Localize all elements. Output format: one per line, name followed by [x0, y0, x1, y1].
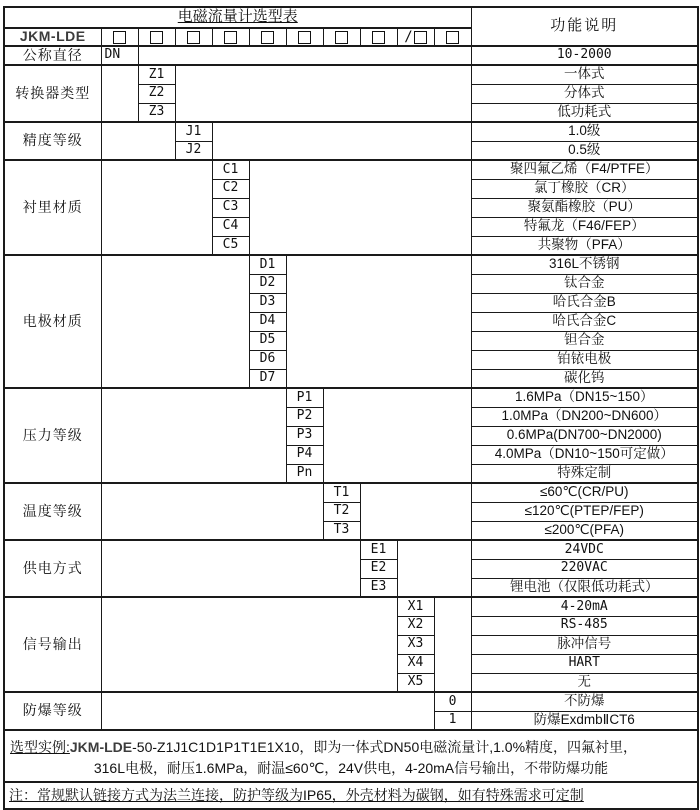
description-cell: 防爆ExdmbⅡCT6 [471, 711, 698, 730]
checkbox-icon[interactable] [113, 31, 126, 44]
description-cell: 1.6MPa（DN15~150） [471, 388, 698, 407]
function-header: 功能说明 [471, 7, 698, 46]
slash-separator: / [404, 28, 413, 45]
description-cell: 10-2000 [471, 46, 698, 65]
category-label: 压力等级 [4, 388, 101, 483]
model-code-cell [323, 28, 360, 46]
category-label: 温度等级 [4, 483, 101, 540]
description-cell: 4-20mA [471, 597, 698, 616]
description-cell: 锂电池（仅限低功耗式） [471, 578, 698, 597]
checkbox-icon[interactable] [372, 31, 385, 44]
category-label: 供电方式 [4, 540, 101, 597]
description-cell: 氯丁橡胶（CR） [471, 179, 698, 198]
empty-cell [101, 388, 286, 483]
checkbox-icon[interactable] [335, 31, 348, 44]
empty-cell [101, 540, 360, 597]
empty-cell [101, 483, 323, 540]
code-cell: J2 [175, 141, 212, 160]
checkbox-icon[interactable] [187, 31, 200, 44]
description-cell: 316L不锈钢 [471, 255, 698, 274]
category-label: 信号输出 [4, 597, 101, 692]
model-code-cell [212, 28, 249, 46]
model-code-cell [138, 28, 175, 46]
code-cell: C1 [212, 160, 249, 179]
empty-cell [212, 122, 471, 160]
code-cell: X2 [397, 616, 434, 635]
code-cell: D4 [249, 312, 286, 331]
empty-cell [101, 255, 249, 388]
category-label: 公称直径 [4, 46, 101, 65]
code-cell: E2 [360, 559, 397, 578]
code-cell: D2 [249, 274, 286, 293]
code-cell: X4 [397, 654, 434, 673]
code-cell: C4 [212, 217, 249, 236]
empty-cell [101, 692, 434, 730]
code-cell: X1 [397, 597, 434, 616]
description-cell: ≤200℃(PFA) [471, 521, 698, 540]
description-cell: ≤60℃(CR/PU) [471, 483, 698, 502]
model-code-cell [175, 28, 212, 46]
example-label: 选型实例: [10, 739, 70, 756]
description-cell: 220VAC [471, 559, 698, 578]
example-row [4, 730, 698, 782]
description-cell: ≤120℃(PTEP/FEP) [471, 502, 698, 521]
checkbox-icon[interactable] [224, 31, 237, 44]
description-cell: 1.0MPa（DN200~DN600） [471, 407, 698, 426]
description-cell: 低功耗式 [471, 103, 698, 122]
description-cell: 聚四氟乙烯（F4/PTFE） [471, 160, 698, 179]
description-cell: 钽合金 [471, 331, 698, 350]
category-label: 转换器类型 [4, 65, 101, 122]
selection-table-page [3, 6, 697, 810]
description-cell: 共聚物（PFA） [471, 236, 698, 255]
description-cell: 哈氏合金C [471, 312, 698, 331]
description-cell: 不防爆 [471, 692, 698, 711]
description-cell: 特殊定制 [471, 464, 698, 483]
code-cell: J1 [175, 122, 212, 141]
code-cell: 1 [434, 711, 471, 730]
description-cell: 钛合金 [471, 274, 698, 293]
description-cell: 0.5级 [471, 141, 698, 160]
code-cell: E1 [360, 540, 397, 559]
model-code-cell [360, 28, 397, 46]
description-cell: RS-485 [471, 616, 698, 635]
description-cell: 哈氏合金B [471, 293, 698, 312]
selection-table [3, 6, 699, 810]
empty-cell [101, 65, 138, 122]
code-cell: C3 [212, 198, 249, 217]
description-cell: 24VDC [471, 540, 698, 559]
code-cell: T2 [323, 502, 360, 521]
code-cell: Z1 [138, 65, 175, 84]
checkbox-icon[interactable] [261, 31, 274, 44]
model-code-cell [286, 28, 323, 46]
empty-cell [323, 388, 471, 483]
empty-cell [360, 483, 471, 540]
code-cell: D1 [249, 255, 286, 274]
model-code-cell [101, 28, 138, 46]
description-cell: 聚氨酯橡胶（PU） [471, 198, 698, 217]
checkbox-icon[interactable] [446, 31, 459, 44]
code-cell: 0 [434, 692, 471, 711]
description-cell: 分体式 [471, 84, 698, 103]
description-cell: 特氟龙（F46/FEP） [471, 217, 698, 236]
empty-cell [175, 65, 471, 122]
description-cell: 0.6MPa(DN700~DN2000) [471, 426, 698, 445]
empty-cell [286, 255, 471, 388]
code-cell: D6 [249, 350, 286, 369]
code-cell: Pn [286, 464, 323, 483]
note-text: 注：常规默认链接方式为法兰连接，防护等级为IP65，外壳材料为碳钢，如有特殊需求可定制 [9, 786, 584, 803]
code-cell: D3 [249, 293, 286, 312]
note-row [4, 782, 698, 809]
checkbox-icon[interactable] [414, 31, 427, 44]
description-cell: 1.0级 [471, 122, 698, 141]
empty-cell [138, 46, 471, 65]
code-cell: Z2 [138, 84, 175, 103]
code-cell: D5 [249, 331, 286, 350]
code-cell: D7 [249, 369, 286, 388]
code-cell: P3 [286, 426, 323, 445]
code-cell: T1 [323, 483, 360, 502]
description-cell: 碳化钨 [471, 369, 698, 388]
model-code-cell [397, 28, 434, 46]
checkbox-icon[interactable] [150, 31, 163, 44]
empty-cell [434, 597, 471, 692]
description-cell: 铂铱电极 [471, 350, 698, 369]
code-cell: X5 [397, 673, 434, 692]
category-label: 衬里材质 [4, 160, 101, 255]
code-cell: X3 [397, 635, 434, 654]
model-prefix: JKM-LDE [4, 28, 101, 46]
code-cell: Z3 [138, 103, 175, 122]
empty-cell [249, 160, 471, 255]
code-cell: DN [101, 46, 138, 65]
description-cell: 一体式 [471, 65, 698, 84]
checkbox-icon[interactable] [298, 31, 311, 44]
code-cell: P2 [286, 407, 323, 426]
code-cell: P4 [286, 445, 323, 464]
code-cell: C2 [212, 179, 249, 198]
empty-cell [101, 597, 397, 692]
empty-cell [397, 540, 471, 597]
model-code-cell [249, 28, 286, 46]
table-title-text: 电磁流量计选型表 [177, 8, 298, 26]
description-cell: HART [471, 654, 698, 673]
example-line1 [5, 736, 697, 757]
code-cell: E3 [360, 578, 397, 597]
description-cell: 脉冲信号 [471, 635, 698, 654]
code-cell: C5 [212, 236, 249, 255]
example-model: JKM-LDE [69, 739, 133, 756]
empty-cell [101, 160, 212, 255]
code-cell: T3 [323, 521, 360, 540]
empty-cell [101, 122, 175, 160]
example-line2: 316L电极，耐压1.6MPa，耐温≤60℃，24V供电，4-20mA信号输出，不带防爆功能 [93, 759, 609, 776]
table-title [4, 7, 471, 28]
model-code-cell [434, 28, 471, 46]
category-label: 精度等级 [4, 122, 101, 160]
description-cell: 4.0MPa（DN10~150可定做） [471, 445, 698, 464]
code-cell: P1 [286, 388, 323, 407]
category-label: 防爆等级 [4, 692, 101, 730]
example-text: -50-Z1J1C1D1P1T1E1X10，即为一体式DN50电磁流量计,1.0%精度，四氟衬里， [132, 739, 638, 756]
description-cell: 无 [471, 673, 698, 692]
category-label: 电极材质 [4, 255, 101, 388]
